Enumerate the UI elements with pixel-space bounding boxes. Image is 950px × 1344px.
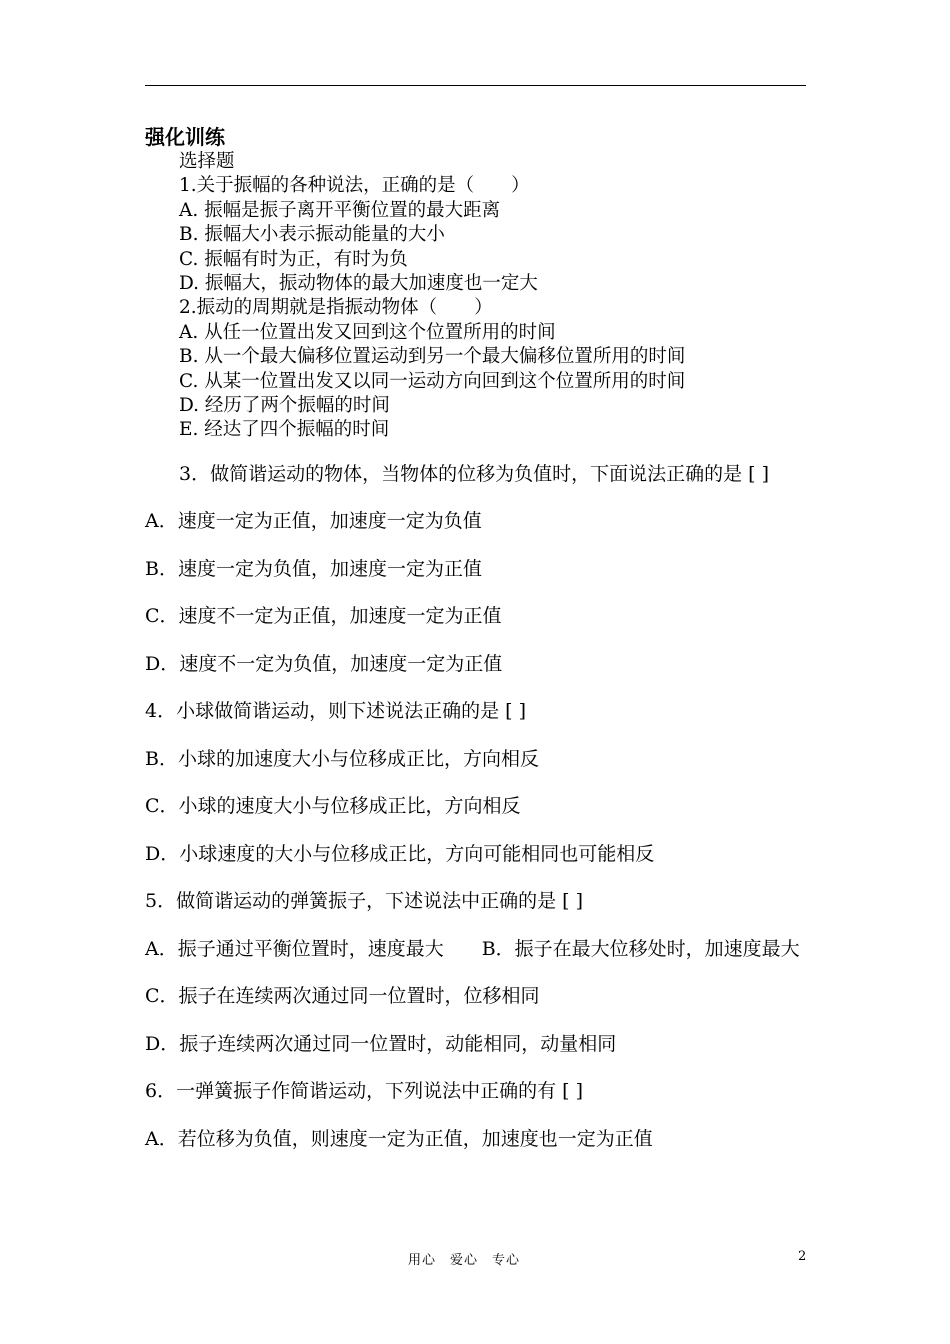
q1-stem: 1.关于振幅的各种说法，正确的是（ ） [179,175,530,197]
q1-q2-block [179,150,807,443]
document-body [145,124,807,1152]
header-rule [145,85,806,86]
page-number: 2 [798,1249,807,1264]
q2-option-d: D. 经历了两个振幅的时间 [179,395,390,417]
q5-stem: 5．做简谐运动的弹簧振子，下述说法中正确的是 [ ] [145,890,583,913]
q3-option-d: D．速度不一定为负值，加速度一定为正值 [145,652,503,675]
q5-option-c: C．振子在连续两次通过同一位置时，位移相同 [145,985,540,1008]
q1-option-c: C. 振幅有时为正，有时为负 [179,248,408,270]
q2-option-a: A. 从任一位置出发又回到这个位置所用的时间 [179,321,556,343]
q4-option-b: B．小球的加速度大小与位移成正比，方向相反 [145,747,539,770]
q4-option-c: C．小球的速度大小与位移成正比，方向相反 [145,795,521,818]
q6-option-a: A．若位移为负值，则速度一定为正值，加速度也一定为正值 [145,1127,653,1150]
q5-option-ab: A．振子通过平衡位置时，速度最大 B．振子在最大位移处时，加速度最大 [145,937,800,960]
footer-motto: 用心 爱心 专心 [408,1253,521,1268]
q5-option-d: D．振子连续两次通过同一位置时，动能相同，动量相同 [145,1032,617,1055]
q3-option-c: C．速度不一定为正值，加速度一定为正值 [145,605,502,628]
q1-option-a: A. 振幅是振子离开平衡位置的最大距离 [179,199,501,221]
q6-stem: 6．一弹簧振子作简谐运动，下列说法中正确的有 [ ] [145,1080,583,1103]
q4-stem: 4．小球做简谐运动，则下述说法正确的是 [ ] [145,700,526,723]
q3-option-b: B．速度一定为负值，加速度一定为正值 [145,557,482,580]
q2-option-b: B. 从一个最大偏移位置运动到另一个最大偏移位置所用的时间 [179,346,686,368]
q2-option-e: E. 经达了四个振幅的时间 [179,419,390,441]
q1-option-b: B. 振幅大小表示振动能量的大小 [179,224,445,246]
q3-stem: 3．做简谐运动的物体，当物体的位移为负值时，下面说法正确的是 [ ] [179,462,769,485]
section-title: 强化训练 [145,125,225,149]
q1-option-d: D. 振幅大，振动物体的最大加速度也一定大 [179,273,538,295]
subsection-label: 选择题 [179,151,235,172]
q4-option-d: D．小球速度的大小与位移成正比，方向可能相同也可能相反 [145,842,655,865]
q2-option-c: C. 从某一位置出发又以同一运动方向回到这个位置所用的时间 [179,370,686,392]
q3-option-a: A．速度一定为正值，加速度一定为负值 [145,510,482,533]
q2-stem: 2.振动的周期就是指振动物体（ ） [179,297,493,319]
